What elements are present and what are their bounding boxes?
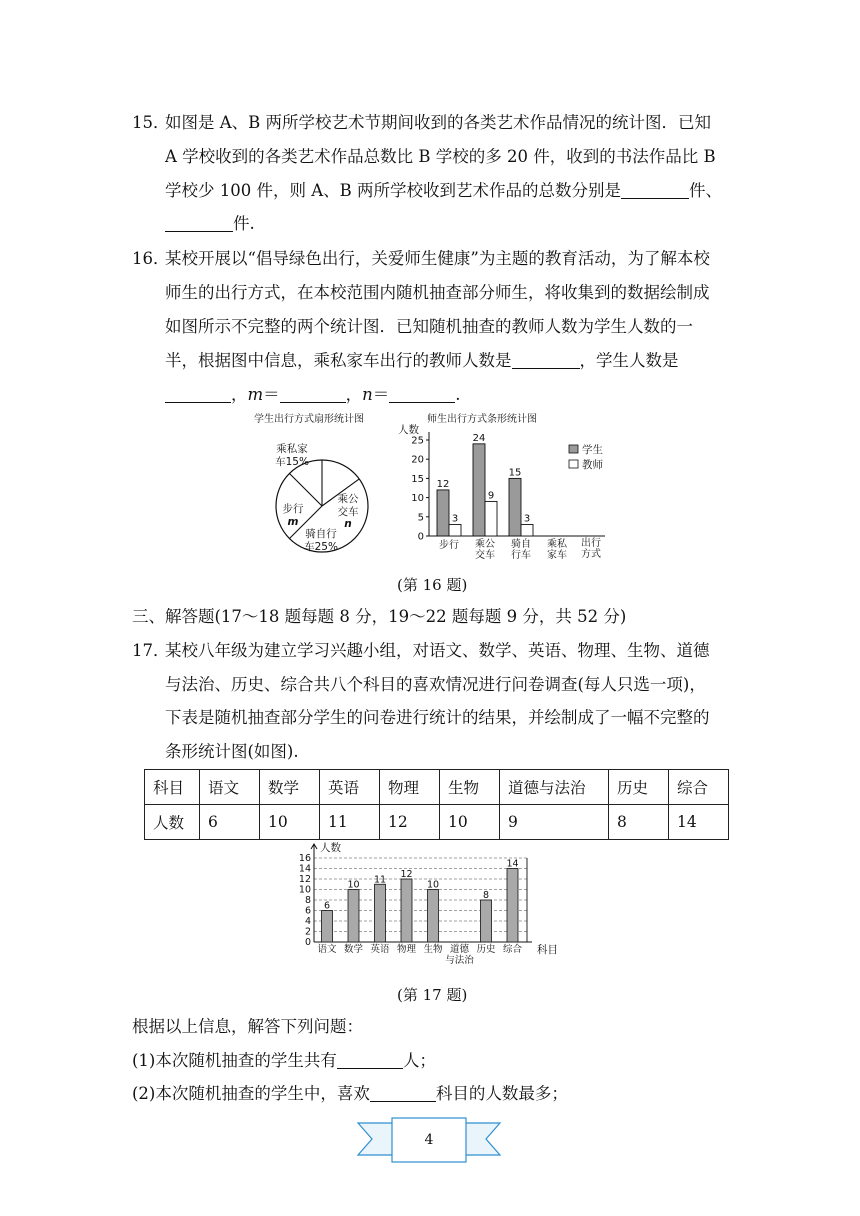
q17-blank-total[interactable] — [337, 1052, 403, 1069]
q16-sep-2: ， — [345, 385, 363, 404]
q17-line-3: 下表是随机抽查部分学生的问卷进行统计的结果，并绘制成了一幅不完整的 — [165, 708, 710, 727]
x-tick-label: 家车 — [547, 550, 567, 561]
x-tick-label: 交车 — [475, 550, 495, 561]
bar — [473, 444, 485, 536]
x-tick-label: 综合 — [502, 944, 523, 955]
bar — [521, 524, 533, 536]
bar — [322, 911, 333, 943]
pie-label-bus-1: 乘公 — [337, 493, 359, 505]
student-pie-chart — [250, 412, 390, 572]
table-cell: 历史 — [609, 770, 669, 805]
bar-value-label: 12 — [436, 478, 450, 490]
bar16-ylabel: 人数 — [398, 424, 419, 436]
bar-value-label: 12 — [400, 869, 413, 880]
q16-caption: (第 16 题) — [397, 576, 468, 594]
survey-table — [144, 769, 729, 840]
y-tick-label: 25 — [411, 435, 424, 447]
bar-value-label: 10 — [426, 879, 440, 891]
x-tick-label: 乘公 — [475, 539, 495, 550]
q17-sub2 — [132, 1084, 568, 1104]
bar-value-label: 6 — [323, 900, 331, 912]
q15-number: 15． — [132, 113, 170, 132]
x-tick-label: 行车 — [511, 550, 531, 561]
bar-value-label: 24 — [472, 432, 486, 444]
table-cell: 生物 — [440, 770, 500, 805]
q16-line-4 — [165, 351, 679, 371]
y-tick-label: 14 — [298, 863, 311, 875]
table-cell: 9 — [500, 805, 609, 840]
q15-unit-a: 件、 — [689, 181, 723, 200]
y-tick-label: 10 — [298, 884, 311, 896]
bar16-xlabel-2: 方式 — [581, 549, 601, 560]
y-tick-label: 8 — [304, 895, 311, 906]
q16-text-b: ，学生人数是 — [579, 351, 679, 370]
table-cell: 物理 — [380, 770, 440, 805]
q15-text: 学校少 100 件，则 A、B 两所学校收到艺术作品的总数分别是 — [165, 181, 622, 200]
q17-sub1-text: (1)本次随机抽查的学生共有 — [132, 1051, 337, 1070]
pie-label-bus-2: 交车 — [337, 506, 359, 518]
q17-line-1: 某校八年级为建立学习兴趣小组，对语文、数学、英语、物理、生物、道德 — [165, 641, 710, 660]
bar-value-label: 10 — [347, 879, 360, 891]
pie-label-bus-n: n — [344, 518, 352, 530]
pie-label-car-2: 车15% — [275, 456, 309, 468]
bar-value-label: 9 — [487, 490, 495, 502]
y-tick-label: 2 — [304, 926, 311, 938]
bar — [485, 501, 497, 536]
table-header-cell: 科目 — [145, 770, 200, 805]
table-cell: 6 — [200, 805, 260, 840]
x-tick-label: 物理 — [396, 944, 417, 955]
bar — [507, 869, 518, 943]
bar — [348, 890, 359, 943]
x-tick-label: 数学 — [343, 944, 364, 955]
q16-line-2: 师生的出行方式，在本校范围内随机抽查部分师生，将收集到的数据绘制成 — [165, 283, 710, 302]
table-cell: 综合 — [669, 770, 729, 805]
pie-label-bike-1: 骑自行 — [305, 528, 337, 540]
legend-teacher-label: 教师 — [582, 459, 603, 471]
q15-blank-b[interactable] — [165, 215, 233, 232]
y-tick-label: 15 — [411, 473, 424, 485]
q16-number: 16． — [132, 249, 170, 268]
y-tick-label: 10 — [411, 493, 424, 505]
y-tick-label: 0 — [304, 937, 311, 948]
q15-line-3 — [165, 181, 722, 201]
table-cell: 道德与法治 — [500, 770, 609, 805]
subject-bar-chart — [284, 838, 574, 973]
x-tick-label: 英语 — [370, 944, 390, 955]
q17-prompt: 根据以上信息，解答下列问题： — [132, 1017, 363, 1036]
page-number-banner — [355, 1115, 503, 1167]
bar-value-label: 15 — [508, 467, 522, 479]
y-tick-label: 16 — [298, 853, 311, 864]
section-3-heading: 三、解答题(17～18 题每题 8 分，19～22 题每题 9 分，共 52 分) — [132, 607, 627, 626]
legend-student-swatch — [569, 445, 578, 453]
q16-blank-students[interactable] — [165, 386, 231, 403]
q15-line-4 — [165, 214, 255, 234]
q17-sub1 — [132, 1051, 436, 1071]
q17-number: 17． — [132, 641, 170, 660]
y-tick-label: 0 — [417, 531, 424, 543]
bar16-title: 师生出行方式条形统计图 — [427, 414, 537, 425]
bar-value-label: 3 — [523, 513, 531, 525]
table-cell: 11 — [320, 805, 380, 840]
q17-line-2: 与法治、历史、综合共八个科目的喜欢情况进行问卷调查(每人只选一项)， — [165, 675, 706, 694]
x-tick-label: 乘私 — [547, 539, 567, 550]
table-row — [145, 805, 729, 840]
q16-line-3: 如图所示不完整的两个统计图．已知随机抽查的教师人数为学生人数的一 — [165, 317, 693, 336]
bar — [449, 524, 461, 536]
x-tick-label: 道德 — [449, 944, 470, 955]
table-cell: 12 — [380, 805, 440, 840]
y-tick-label: 4 — [304, 916, 311, 927]
bar — [428, 890, 439, 943]
y-tick-label: 6 — [304, 905, 311, 917]
q16-var-n: n — [362, 385, 373, 404]
pie-label-walk: 步行 — [282, 503, 304, 515]
table-cell: 语文 — [200, 770, 260, 805]
teacher-student-bar-chart — [395, 412, 645, 572]
bar-value-label: 3 — [451, 513, 459, 525]
table-cell: 10 — [440, 805, 500, 840]
bar16-xlabel-1: 出行 — [581, 538, 601, 549]
x-tick-label: 语文 — [317, 944, 337, 955]
table-cell: 英语 — [320, 770, 380, 805]
x-tick-label: 生物 — [423, 944, 443, 955]
q17-sub1-end: 人； — [402, 1051, 436, 1070]
bar-value-label: 8 — [482, 890, 490, 901]
pie-label-car-1: 乘私家 — [276, 443, 308, 455]
q17-sub2-text: (2)本次随机抽查的学生中，喜欢 — [132, 1084, 370, 1103]
pie-label-walk-m: m — [287, 516, 299, 528]
q15-line-1: 如图是 A、B 两所学校艺术节期间收到的各类艺术作品情况的统计图．已知 — [165, 113, 712, 132]
bar — [401, 879, 412, 942]
bar17-ylabel: 人数 — [320, 842, 341, 854]
legend-student-label: 学生 — [582, 444, 603, 456]
y-axis — [311, 844, 317, 942]
q16-end: . — [455, 385, 461, 404]
q15-line-2: A 学校收到的各类艺术作品总数比 B 学校的多 20 件，收到的书法作品比 B — [165, 147, 716, 166]
page-number: 4 — [424, 1132, 434, 1148]
q16-var-m: m — [247, 385, 264, 404]
table-header-cell: 人数 — [145, 805, 200, 840]
q16-eq-1: ＝ — [263, 385, 280, 404]
x-tick-label: 与法治 — [445, 955, 474, 966]
table-cell: 数学 — [260, 770, 320, 805]
bar — [509, 478, 521, 536]
table-cell: 10 — [260, 805, 320, 840]
q16-line-1: 某校开展以“倡导绿色出行，关爱师生健康”为主题的教育活动，为了解本校 — [165, 249, 710, 268]
q16-sep-1: ， — [231, 385, 248, 404]
bar-value-label: 14 — [506, 858, 519, 870]
pie-title: 学生出行方式扇形统计图 — [254, 414, 364, 425]
q16-blank-m[interactable] — [280, 386, 346, 403]
q16-line-5 — [165, 385, 461, 405]
q16-text-a: 半，根据图中信息，乘私家车出行的教师人数是 — [165, 351, 512, 370]
bar — [437, 490, 449, 536]
pie-label-bike-2: 车25% — [304, 541, 338, 553]
y-tick-label: 20 — [411, 454, 424, 466]
table-cell: 14 — [669, 805, 729, 840]
q17-line-4: 条形统计图(如图). — [165, 742, 299, 761]
q15-blank-a[interactable] — [621, 182, 689, 199]
q16-blank-n[interactable] — [389, 386, 455, 403]
bar17-xlabel: 科目 — [537, 944, 558, 956]
q15-unit-b: 件. — [233, 214, 255, 233]
q17-sub2-end: 科目的人数最多； — [435, 1084, 568, 1103]
x-tick-label: 步行 — [439, 540, 459, 551]
q16-eq-2: ＝ — [372, 385, 390, 404]
legend-teacher-swatch — [569, 460, 578, 468]
bar16-legend — [569, 443, 603, 471]
bar — [481, 900, 492, 942]
y-tick-label: 5 — [417, 512, 424, 524]
bar-value-label: 11 — [373, 874, 387, 886]
table-row — [145, 770, 729, 805]
x-tick-label: 历史 — [476, 944, 496, 955]
q16-blank-teacher-car[interactable] — [512, 352, 580, 369]
bar — [375, 884, 386, 942]
y-tick-label: 12 — [298, 874, 311, 885]
q17-blank-subject[interactable] — [370, 1085, 436, 1102]
q17-caption: (第 17 题) — [397, 986, 468, 1004]
table-cell: 8 — [609, 805, 669, 840]
x-tick-label: 骑自 — [511, 539, 531, 550]
